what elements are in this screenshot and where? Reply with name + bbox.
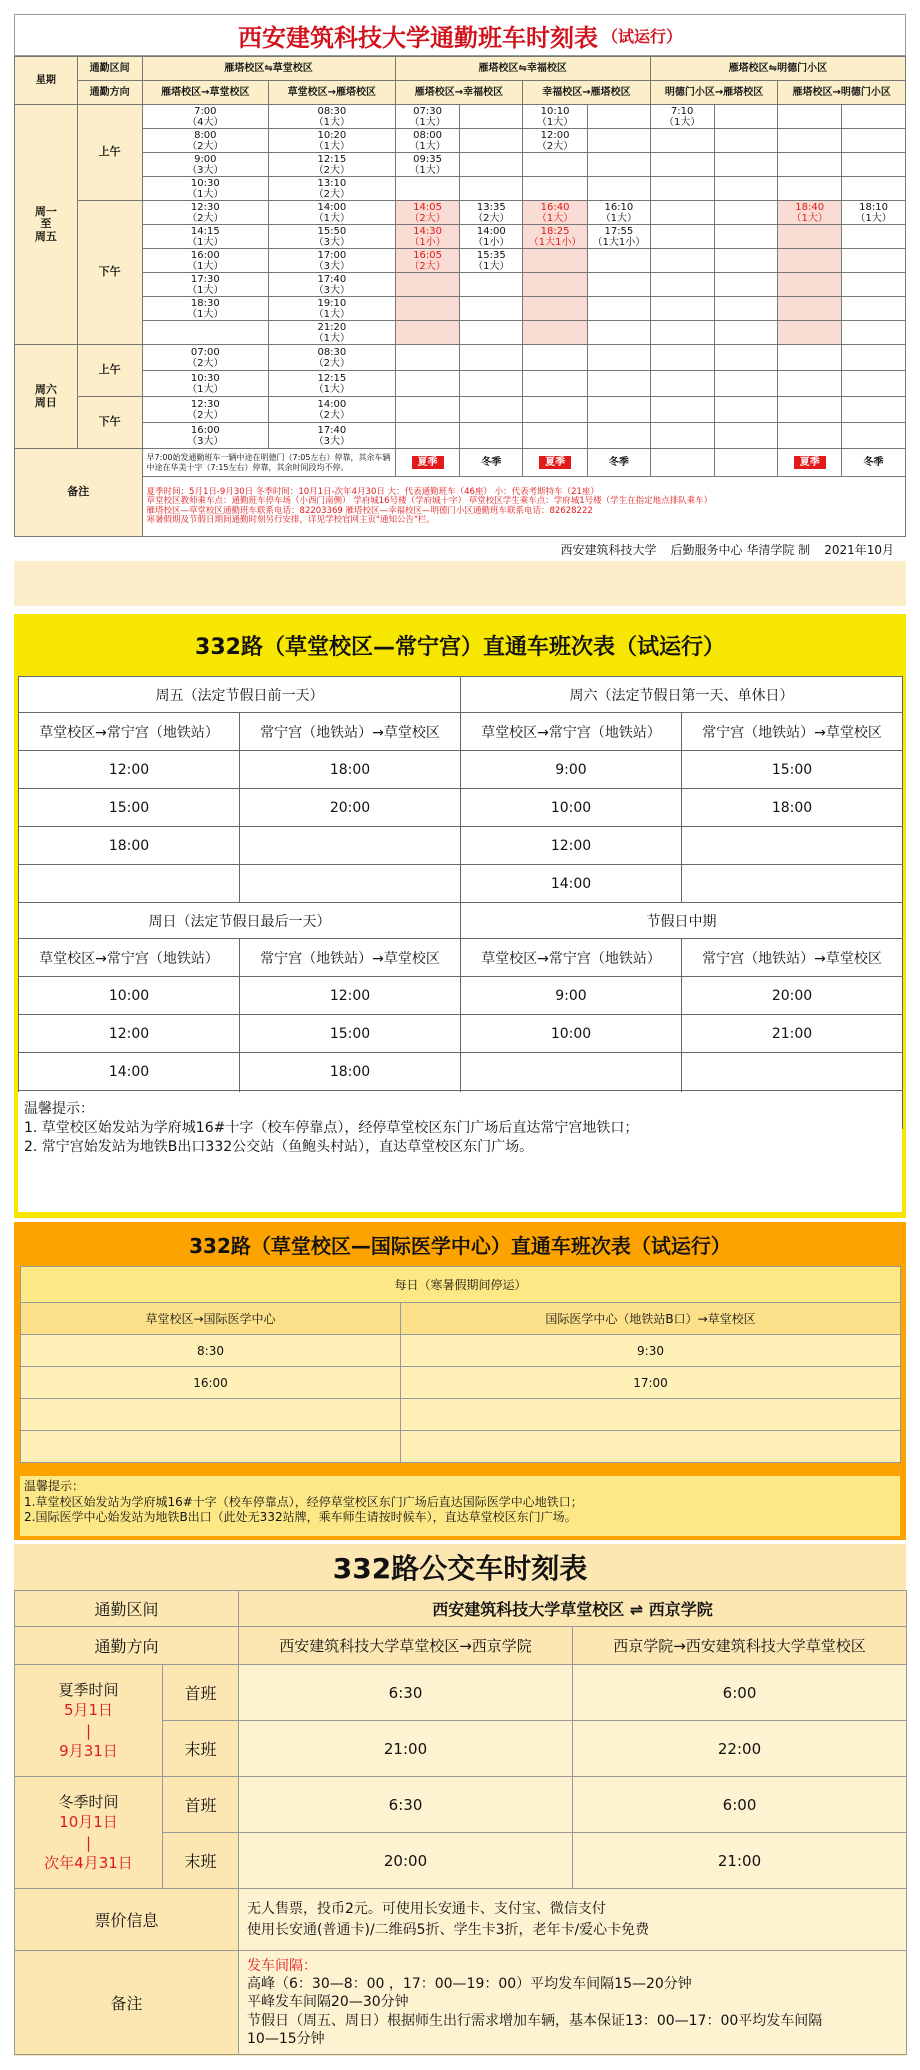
last-bus-label: 末班 xyxy=(163,1721,239,1777)
empty-cell xyxy=(778,397,842,423)
changning-express-table xyxy=(14,614,906,1218)
departure-time xyxy=(401,1431,901,1463)
empty-cell xyxy=(714,423,778,449)
winter-title: 冬季时间 xyxy=(58,1793,119,1811)
empty-cell xyxy=(395,423,460,449)
empty-cell xyxy=(395,397,460,423)
summer-badge: 夏季 xyxy=(539,456,571,469)
departure-time xyxy=(682,827,903,865)
empty-cell xyxy=(523,397,588,423)
dir-to-changning: 草堂校区→常宁宫（地铁站） xyxy=(461,939,682,977)
departure-time: 20:00 xyxy=(240,789,461,827)
pm-label: 下午 xyxy=(77,397,142,449)
tips-title: 温馨提示： xyxy=(24,1479,85,1493)
dir-from-changning: 常宁宫（地铁站）→草堂校区 xyxy=(240,939,461,977)
empty-cell xyxy=(587,345,650,371)
dir-to-changning: 草堂校区→常宁宫（地铁站） xyxy=(19,713,240,751)
empty-cell xyxy=(778,345,842,371)
schedule-cell xyxy=(778,129,842,153)
schedule-cell: 18:25 （1大1小） xyxy=(523,225,588,249)
summer-title: 夏季时间 xyxy=(58,1681,119,1699)
medical-rows xyxy=(21,1335,901,1463)
tip-2: 2.国际医学中心始发站为地铁B出口（此处无332站牌，乘车师生请按时候车），直达草堂校区东门广场。 xyxy=(24,1510,577,1525)
schedule-cell xyxy=(523,249,588,273)
schedule-cell: 12:00 （2大） xyxy=(523,129,588,153)
schedule-cell: 8:00 （2大） xyxy=(142,129,269,153)
dir2-header: 草堂校区→雁塔校区 xyxy=(269,81,396,105)
schedule-cell: 10:20 （1大） xyxy=(269,129,396,153)
season-summer-1 xyxy=(395,449,460,477)
schedule-cell xyxy=(587,177,650,201)
departure-time: 14:00 xyxy=(461,865,682,903)
schedule-cell xyxy=(523,177,588,201)
winter-label: 冬季 xyxy=(863,457,884,468)
departure-time: 8:30 xyxy=(21,1335,401,1367)
summer-last-b: 22:00 xyxy=(573,1721,907,1777)
winter-season-label xyxy=(15,1777,163,1889)
note-red-block xyxy=(142,477,905,537)
summer-first-a: 6:30 xyxy=(239,1665,573,1721)
season-winter-3 xyxy=(842,449,906,477)
season-summer-2 xyxy=(523,449,588,477)
weekend-schedule xyxy=(15,345,906,449)
note-boarding-points: 草堂校区教师乘车点：通勤班车停车场（小西门南侧） 学府城16号楼（学府城十字） 草堂校区学生乘车点：学府城1号楼（学生在指定地点排队乘车） xyxy=(146,496,713,507)
empty-cell xyxy=(650,371,714,397)
schedule-cell: 21:20 （1大） xyxy=(269,321,396,345)
schedule-cell: 08:00 （1大） xyxy=(395,129,460,153)
empty-cell xyxy=(395,345,460,371)
fare-line-1: 无人售票，投币2元。可使用长安通卡、支付宝、微信支付 xyxy=(247,1901,606,1918)
schedule-cell xyxy=(650,129,714,153)
commute-table xyxy=(14,56,906,537)
schedule-cell xyxy=(778,321,842,345)
medical-table xyxy=(20,1266,901,1463)
departure-time xyxy=(682,1053,903,1091)
schedule-cell: 14:30 （1小） xyxy=(395,225,460,249)
schedule-cell xyxy=(778,153,842,177)
schedule-cell xyxy=(650,201,714,225)
departure-time: 9:00 xyxy=(461,751,682,789)
departure-time xyxy=(240,827,461,865)
schedule-cell: 18:40 （1大） xyxy=(778,201,842,225)
last-bus-label: 末班 xyxy=(163,1833,239,1889)
departure-time: 9:00 xyxy=(461,977,682,1015)
dir1-header: 雁塔校区→草堂校区 xyxy=(142,81,269,105)
schedule-cell xyxy=(523,321,588,345)
schedule-cell xyxy=(778,177,842,201)
schedule-cell: 12:15 （2大） xyxy=(269,153,396,177)
dir4-header: 幸福校区→雁塔校区 xyxy=(523,81,651,105)
departure-time: 10:00 xyxy=(461,1015,682,1053)
empty-cell xyxy=(778,371,842,397)
schedule-cell xyxy=(778,249,842,273)
summer-to: 9月31日 xyxy=(59,1741,118,1760)
schedule-cell xyxy=(650,273,714,297)
empty-cell xyxy=(714,397,778,423)
interval-title: 发车间隔： xyxy=(247,1958,318,1975)
schedule-cell: 14:00 （1大） xyxy=(269,201,396,225)
empty-cell xyxy=(460,371,523,397)
schedule-cell xyxy=(523,297,588,321)
schedule-cell xyxy=(587,249,650,273)
departure-time: 12:00 xyxy=(19,751,240,789)
schedule-cell: 14:15 （1大） xyxy=(142,225,269,249)
schedule-cell: 17:30 （1大） xyxy=(142,273,269,297)
weekend-cell: 16:00 （3大） xyxy=(142,423,269,449)
schedule-cell: 14:05 （2大） xyxy=(395,201,460,225)
medical-express-table xyxy=(14,1222,906,1540)
schedule-cell xyxy=(460,129,523,153)
schedule-cell: 13:10 （2大） xyxy=(269,177,396,201)
schedule-cell: 18:10 （1大） xyxy=(842,201,906,225)
schedule-cell: 18:30 （1大） xyxy=(142,297,269,321)
empty-cell xyxy=(587,371,650,397)
footer-department: 后勤服务中心 华清学院 制 xyxy=(670,542,811,557)
winter-last-b: 21:00 xyxy=(573,1833,907,1889)
dir-from-medical: 国际医学中心（地铁站B口）→草堂校区 xyxy=(401,1303,901,1335)
schedule-cell xyxy=(714,105,778,129)
tip-1: 1. 草堂校区始发站为学府城16#十字（校车停靠点），经停草堂校区东门广场后直达常宁宫地铁口； xyxy=(24,1119,639,1136)
schedule-cell xyxy=(523,153,588,177)
schedule-cell xyxy=(587,129,650,153)
commute-footer xyxy=(14,537,906,561)
bus-area-value: 西安建筑科技大学草堂校区 ⇌ 西京学院 xyxy=(239,1591,907,1627)
schedule-cell xyxy=(650,153,714,177)
schedule-cell xyxy=(650,177,714,201)
schedule-cell: 7:10 （1大） xyxy=(650,105,714,129)
bus-dir-b: 西京学院→西安建筑科技大学草堂校区 xyxy=(573,1627,907,1665)
schedule-cell xyxy=(460,273,523,297)
bus-area-label: 通勤区间 xyxy=(15,1591,239,1627)
schedule-cell xyxy=(650,321,714,345)
schedule-cell xyxy=(842,249,906,273)
schedule-cell: 15:35 （1大） xyxy=(460,249,523,273)
area2-header: 雁塔校区⇋幸福校区 xyxy=(395,57,650,81)
bus332-title: 332路公交车时刻表 xyxy=(332,1552,588,1585)
dir-from-changning: 常宁宫（地铁站）→草堂校区 xyxy=(240,713,461,751)
interval-holiday-cont: 10—15分钟 xyxy=(247,2030,325,2047)
schedule-cell: 12:30 （2大） xyxy=(142,201,269,225)
schedule-cell: 7:00 （4大） xyxy=(142,105,269,129)
schedule-cell xyxy=(778,105,842,129)
changning-table xyxy=(18,676,903,1129)
empty-cell xyxy=(523,345,588,371)
schedule-cell xyxy=(650,249,714,273)
winter-last-a: 20:00 xyxy=(239,1833,573,1889)
commute-title-text: 西安建筑科技大学通勤班车时刻表 xyxy=(237,23,598,52)
weekend-cell: 12:15 （1大） xyxy=(269,371,396,397)
season-winter-2 xyxy=(587,449,650,477)
departure-time xyxy=(21,1431,401,1463)
schedule-cell: 17:55 （1大1小） xyxy=(587,225,650,249)
schedule-cell: 16:10 （1大） xyxy=(587,201,650,225)
commute-timetable xyxy=(14,14,906,606)
schedule-cell: 19:10 （1大） xyxy=(269,297,396,321)
schedule-cell xyxy=(714,201,778,225)
note-phone-numbers: 雁塔校区—草堂校区通勤班车联系电话：82203369 雁塔校区—幸福校区—明德门小区通勤班车联系电话：82628222 xyxy=(146,505,593,516)
departure-time xyxy=(19,865,240,903)
schedule-cell xyxy=(714,249,778,273)
medical-title: 332路（草堂校区—国际医学中心）直通车班次表（试运行） xyxy=(189,1233,731,1258)
commute-title xyxy=(14,14,906,56)
schedule-cell xyxy=(714,153,778,177)
schedule-cell xyxy=(842,225,906,249)
dir5-header: 明德门小区→雁塔校区 xyxy=(650,81,778,105)
schedule-cell: 16:05 （2大） xyxy=(395,249,460,273)
empty-cell xyxy=(523,423,588,449)
empty-cell xyxy=(650,449,714,477)
first-bus-label: 首班 xyxy=(163,1777,239,1833)
schedule-cell: 17:40 （3大） xyxy=(269,273,396,297)
schedule-cell xyxy=(142,321,269,345)
changning-tips xyxy=(18,1092,902,1212)
medical-tips xyxy=(20,1476,900,1536)
changning-title: 332路（草堂校区—常宁宫）直通车班次表（试运行） xyxy=(195,634,725,660)
empty-cell xyxy=(460,345,523,371)
schedule-cell: 10:30 （1大） xyxy=(142,177,269,201)
departure-time: 15:00 xyxy=(19,789,240,827)
schedule-cell: 15:50 （3大） xyxy=(269,225,396,249)
departure-time: 18:00 xyxy=(240,751,461,789)
dir6-header: 雁塔校区→明德门小区 xyxy=(778,81,906,105)
summer-badge: 夏季 xyxy=(412,456,444,469)
friday-header: 周五（法定节假日前一天） xyxy=(19,677,461,713)
note-label: 备注 xyxy=(15,449,143,537)
schedule-cell xyxy=(395,177,460,201)
weekday-schedule xyxy=(15,105,906,345)
schedule-cell xyxy=(395,297,460,321)
schedule-cell xyxy=(842,177,906,201)
week-header: 星期 xyxy=(15,57,78,105)
interval-holiday: 节假日（周五、周日）根据师生出行需求增加车辆，基本保证13：00—17：00平均发车间隔 xyxy=(247,2012,823,2029)
departure-time xyxy=(461,1053,682,1091)
summer-last-a: 21:00 xyxy=(239,1721,573,1777)
bus332-timetable xyxy=(14,1544,906,2056)
schedule-cell xyxy=(714,297,778,321)
empty-cell xyxy=(460,397,523,423)
interval-offpeak: 平峰发车间隔20—30分钟 xyxy=(247,1994,409,2011)
weekend-cell: 12:30 （2大） xyxy=(142,397,269,423)
tips-title: 温馨提示： xyxy=(24,1101,94,1117)
schedule-cell xyxy=(778,225,842,249)
interval-peak: 高峰（6：30—8：00 ，17：00—19：00）平均发车间隔15—20分钟 xyxy=(247,1976,692,1993)
schedule-cell: 08:30 （1大） xyxy=(269,105,396,129)
summer-range-bar: | xyxy=(85,1721,92,1740)
schedule-cell xyxy=(714,321,778,345)
schedule-cell: 17:00 （3大） xyxy=(269,249,396,273)
winter-first-b: 6:00 xyxy=(573,1777,907,1833)
departure-time: 14:00 xyxy=(19,1053,240,1091)
footer-date: 2021年10月 xyxy=(824,542,894,557)
departure-time: 12:00 xyxy=(461,827,682,865)
schedule-cell xyxy=(460,297,523,321)
daily-header: 每日（寒暑假期间停运） xyxy=(21,1267,901,1303)
departure-time: 15:00 xyxy=(682,751,903,789)
schedule-cell xyxy=(842,321,906,345)
departure-time: 21:00 xyxy=(682,1015,903,1053)
area1-header: 雁塔校区⇋草堂校区 xyxy=(142,57,395,81)
weekday-label: 周一 至 周五 xyxy=(15,105,78,345)
empty-cell xyxy=(460,423,523,449)
schedule-cell xyxy=(587,297,650,321)
fare-line-2: 使用长安通(普通卡)/二维码5折、学生卡3折，老年卡/爱心卡免费 xyxy=(247,1921,650,1938)
dir-to-medical: 草堂校区→国际医学中心 xyxy=(21,1303,401,1335)
weekend-cell: 14:00 （2大） xyxy=(269,397,396,423)
empty-cell xyxy=(523,371,588,397)
schedule-cell: 09:35 （1大） xyxy=(395,153,460,177)
tip-1: 1.草堂校区始发站为学府城16#十字（校车停靠点），经停草堂校区东门广场后直达国际医学中心地铁口； xyxy=(24,1494,583,1509)
schedule-cell xyxy=(650,225,714,249)
empty-cell xyxy=(714,371,778,397)
schedule-cell xyxy=(395,273,460,297)
summer-from: 5月1日 xyxy=(63,1701,114,1720)
area-header: 通勤区间 xyxy=(77,57,142,81)
sunday-header: 周日（法定节假日最后一天） xyxy=(19,903,461,939)
departure-time xyxy=(682,865,903,903)
fare-label: 票价信息 xyxy=(15,1889,239,1951)
first-bus-label: 首班 xyxy=(163,1665,239,1721)
schedule-cell xyxy=(842,129,906,153)
departure-time: 9:30 xyxy=(401,1335,901,1367)
summer-badge: 夏季 xyxy=(794,456,826,469)
departure-time: 18:00 xyxy=(240,1053,461,1091)
schedule-cell xyxy=(842,273,906,297)
remark-label: 备注 xyxy=(15,1951,239,2055)
dir-from-changning: 常宁宫（地铁站）→草堂校区 xyxy=(682,939,903,977)
departure-time: 12:00 xyxy=(19,1015,240,1053)
empty-cell xyxy=(395,371,460,397)
schedule-cell xyxy=(460,321,523,345)
departure-time: 15:00 xyxy=(240,1015,461,1053)
winter-from: 10月1日 xyxy=(59,1813,118,1832)
commute-title-suffix: （试运行） xyxy=(601,26,682,46)
schedule-cell xyxy=(460,105,523,129)
holiday-mid-header: 节假日中期 xyxy=(461,903,903,939)
remark-info xyxy=(239,1951,907,2055)
dir-to-changning: 草堂校区→常宁宫（地铁站） xyxy=(461,713,682,751)
winter-first-a: 6:30 xyxy=(239,1777,573,1833)
schedule-cell xyxy=(842,153,906,177)
schedule-cell xyxy=(395,321,460,345)
empty-cell xyxy=(842,397,906,423)
footer-university: 西安建筑科技大学 xyxy=(560,542,657,557)
departure-time xyxy=(21,1399,401,1431)
season-summer-3 xyxy=(778,449,842,477)
schedule-cell xyxy=(778,273,842,297)
departure-time: 10:00 xyxy=(19,977,240,1015)
bus-dir-label: 通勤方向 xyxy=(15,1627,239,1665)
empty-cell xyxy=(587,397,650,423)
schedule-cell xyxy=(714,225,778,249)
schedule-cell xyxy=(587,105,650,129)
dir3-header: 雁塔校区→幸福校区 xyxy=(395,81,523,105)
empty-cell xyxy=(778,423,842,449)
note-holiday: 寒暑假期及节假日期间通勤时刻另行安排，详见学校官网主页"通知公告"栏。 xyxy=(146,514,435,525)
empty-cell xyxy=(714,345,778,371)
summer-season-label xyxy=(15,1665,163,1777)
bus-dir-a: 西安建筑科技大学草堂校区→西京学院 xyxy=(239,1627,573,1665)
am-label: 上午 xyxy=(77,345,142,397)
departure-time xyxy=(240,865,461,903)
empty-cell xyxy=(842,371,906,397)
note-season-times: 夏季时间：5月1日-9月30日 冬季时间：10月1日-次年4月30日 大：代表通勤班车（46座） 小：代表考斯特车（21座） xyxy=(146,486,599,497)
summer-first-b: 6:00 xyxy=(573,1665,907,1721)
schedule-cell xyxy=(778,297,842,321)
schedule-cell: 14:00 （1小） xyxy=(460,225,523,249)
schedule-cell xyxy=(460,153,523,177)
schedule-cell: 16:40 （1大） xyxy=(523,201,588,225)
empty-cell xyxy=(842,423,906,449)
schedule-cell: 07:30 （1大） xyxy=(395,105,460,129)
departure-time xyxy=(401,1399,901,1431)
schedule-cell xyxy=(650,297,714,321)
pm-label: 下午 xyxy=(77,201,142,345)
departure-time: 17:00 xyxy=(401,1367,901,1399)
tip-2: 2. 常宁宫始发站为地铁B出口332公交站（鱼鲍头村站），直达草堂校区东门广场。 xyxy=(24,1138,534,1155)
schedule-cell: 9:00 （3大） xyxy=(142,153,269,177)
winter-label: 冬季 xyxy=(608,457,629,468)
weekend-label: 周六 周日 xyxy=(15,345,78,449)
empty-cell xyxy=(587,423,650,449)
weekend-cell: 08:30 （2大） xyxy=(269,345,396,371)
departure-time: 18:00 xyxy=(19,827,240,865)
bus332-table xyxy=(14,1590,907,2055)
schedule-cell: 13:35 （2大） xyxy=(460,201,523,225)
weekend-cell: 17:40 （3大） xyxy=(269,423,396,449)
saturday-header: 周六（法定节假日第一天、单休日） xyxy=(461,677,903,713)
empty-cell xyxy=(714,449,778,477)
note-text: 早7:00始发通勤班车一辆中途在明德门（7:05左右）停靠，其余车辆中途在华美十字（7:15左右）停靠，其余时间段均不停。 xyxy=(142,449,395,477)
empty-cell xyxy=(842,345,906,371)
empty-cell xyxy=(650,397,714,423)
dir-to-changning: 草堂校区→常宁宫（地铁站） xyxy=(19,939,240,977)
schedule-cell xyxy=(842,297,906,321)
direction-header: 通勤方向 xyxy=(77,81,142,105)
schedule-cell xyxy=(460,177,523,201)
fare-info xyxy=(239,1889,907,1951)
winter-label: 冬季 xyxy=(481,457,502,468)
changning-top-rows xyxy=(19,751,903,903)
departure-time: 18:00 xyxy=(682,789,903,827)
winter-to: 次年4月31日 xyxy=(44,1853,133,1872)
season-winter-1 xyxy=(460,449,523,477)
weekend-cell: 10:30 （1大） xyxy=(142,371,269,397)
area3-header: 雁塔校区⇋明德门小区 xyxy=(650,57,905,81)
empty-cell xyxy=(650,345,714,371)
schedule-cell: 10:10 （1大） xyxy=(523,105,588,129)
schedule-cell: 16:00 （1大） xyxy=(142,249,269,273)
departure-time: 16:00 xyxy=(21,1367,401,1399)
departure-time: 12:00 xyxy=(240,977,461,1015)
schedule-cell xyxy=(587,273,650,297)
schedule-cell xyxy=(842,105,906,129)
schedule-cell xyxy=(714,273,778,297)
weekend-cell: 07:00 （2大） xyxy=(142,345,269,371)
schedule-cell xyxy=(587,321,650,345)
winter-range-bar: | xyxy=(85,1833,92,1852)
departure-time: 20:00 xyxy=(682,977,903,1015)
schedule-cell xyxy=(587,153,650,177)
dir-from-changning: 常宁宫（地铁站）→草堂校区 xyxy=(682,713,903,751)
schedule-cell xyxy=(714,129,778,153)
schedule-cell xyxy=(523,273,588,297)
schedule-cell xyxy=(714,177,778,201)
departure-time: 10:00 xyxy=(461,789,682,827)
empty-cell xyxy=(650,423,714,449)
am-label: 上午 xyxy=(77,105,142,201)
